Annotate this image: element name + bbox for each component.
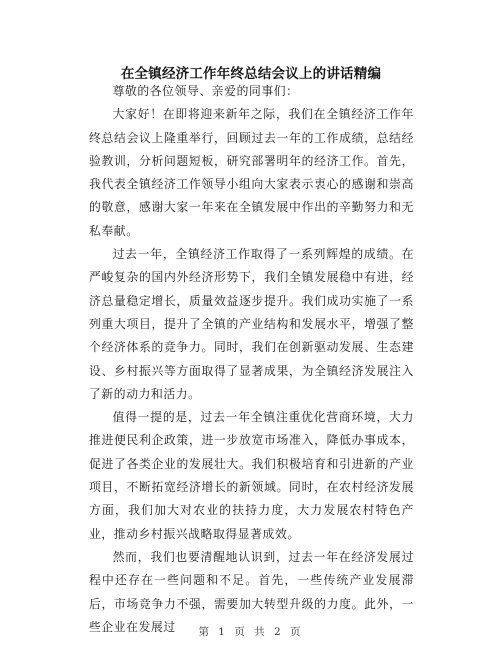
paragraph-3: 值得一提的是，过去一年全镇注重优化营商环境，大力推进便民利企政策，进一步放宽市场准入，降低办事成本，促进了各类企业的发展壮大。我们积极培育和引进新的产业项目，不断拓宽经济增长的新领域。同时，在农村经济发展方面，我们加大对农业的扶持力度，大力发展农村特色产业，推动乡村振兴战略取得显著成效。 xyxy=(89,410,414,541)
document-body xyxy=(89,80,414,639)
greeting-line: 尊敬的各位领导、亲爱的同事们： xyxy=(112,84,299,98)
document-title: 在全镇经济工作年终总结会议上的讲话精编 xyxy=(120,66,382,82)
paragraph-4: 然而，我们也要清醒地认识到，过去一年在经济发展过程中还存在一些问题和不足。首先，一些传统产业发展滞后，市场竞争力不强，需要加大转型升级的力度。此外，一些企业在发展过 xyxy=(89,549,414,634)
page-indicator: 第 1 页 共 2 页 xyxy=(198,626,304,638)
paragraph-2: 过去一年，全镇经济工作取得了一系列辉煌的成绩。在严峻复杂的国内外经济形势下，我们全镇发展稳中有进，经济总量稳定增长，质量效益逐步提升。我们成功实施了一系列重大项目，提升了全镇的产业结构和发展水平，增强了整个经济体系的竞争力。同时，我们在创新驱动发展、生态建设、乡村振兴等方面取得了显著成果，为全镇经济发展注入了新的动力和活力。 xyxy=(89,247,414,401)
paragraph-1: 大家好！在即将迎来新年之际，我们在全镇经济工作年终总结会议上隆重举行，回顾过去一年的工作成绩，总结经验教训，分析问题短板，研究部署明年的经济工作。首先，我代表全镇经济工作领导小组向大家表示衷心的感谢和崇高的敬意，感谢大家一年来在全镇发展中作出的辛勤努力和无私奉献。 xyxy=(89,107,414,238)
